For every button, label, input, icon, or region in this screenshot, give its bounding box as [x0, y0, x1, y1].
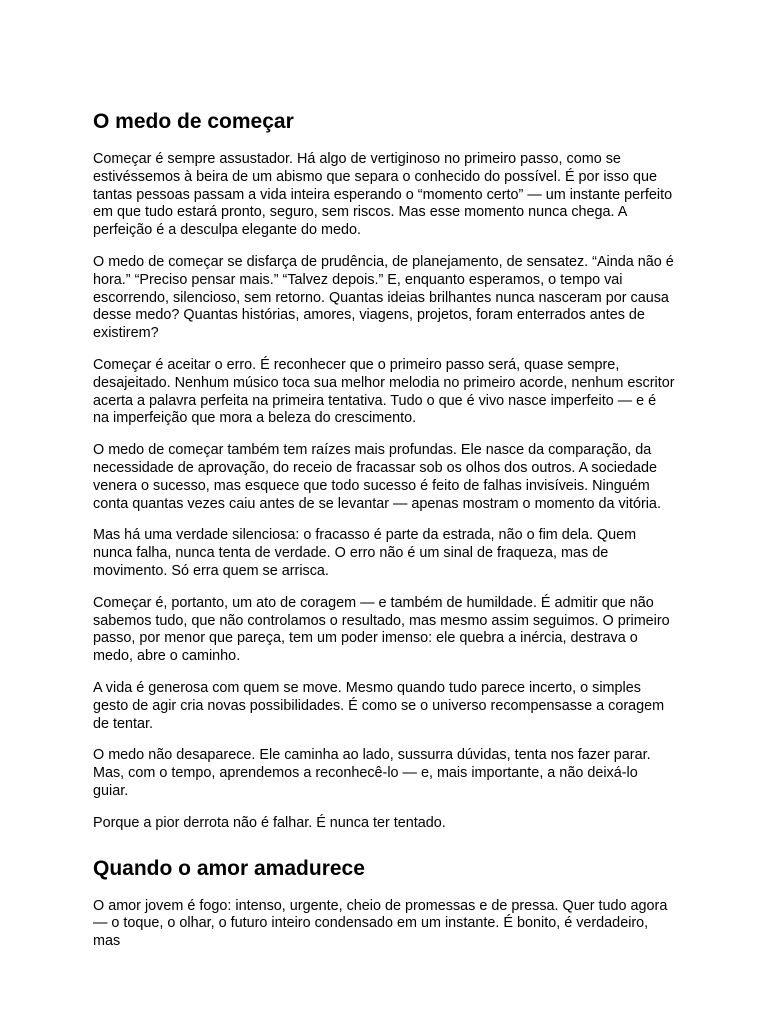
paragraph: O medo de começar se disfarça de prudência, de planejamento, de sensatez. “Ainda não é hora.” “Preciso pensar mais.” “Talvez depois.” E, enquanto esperamos, o tempo vai escorrendo, silencioso, sem retorno. Quantas ideias brilhantes nunca nasceram por causa desse medo? Quantas histórias, amores, viagens, projetos, foram enterrados antes de existirem?: [93, 253, 674, 342]
paragraph: O medo de começar também tem raízes mais profundas. Ele nasce da comparação, da necessidade de aprovação, do receio de fracassar sob os olhos dos outros. A sociedade venera o sucesso, mas esquece que todo sucesso é feito de falhas invisíveis. Ninguém conta quantas vezes caiu antes de se levantar — apenas mostram o momento da vitória.: [93, 442, 661, 512]
paragraph: Porque a pior derrota não é falhar. É nunca ter tentado.: [93, 814, 446, 831]
section-title: Quando o amor amadurece: [93, 856, 365, 880]
paragraph: O amor jovem é fogo: intenso, urgente, cheio de promessas e de pressa. Quer tudo agora — o toque, o olhar, o futuro inteiro condensado em um instante. É bonito, é verdadeiro, mas: [93, 897, 668, 950]
paragraph: Começar é aceitar o erro. É reconhecer que o primeiro passo será, quase sempre, desajeitado. Nenhum músico toca sua melhor melodia no primeiro acorde, nenhum escritor acerta a palavra perfeita na primeira tentativa. Tudo o que é vivo nasce imperfeito — e é na imperfeição que mora a beleza do crescimento.: [93, 356, 675, 427]
paragraph: Começar é, portanto, um ato de coragem — e também de humildade. É admitir que não sabemos tudo, que não controlamos o resultado, mas mesmo assim seguimos. O primeiro passo, por menor que pareça, tem um poder imenso: ele quebra a inércia, destrava o medo, abre o caminho.: [93, 594, 670, 665]
paragraph: Mas há uma verdade silenciosa: o fracasso é parte da estrada, não o fim dela. Quem nunca falha, nunca tenta de verdade. O erro não é um sinal de fraqueza, mas de movimento. Só erra quem se arrisca.: [93, 527, 637, 579]
paragraph: A vida é generosa com quem se move. Mesmo quando tudo parece incerto, o simples gesto de agir cria novas possibilidades. É como se o universo recompensasse a coragem de tentar.: [93, 679, 665, 732]
section-title: O medo de começar: [93, 110, 294, 133]
paragraph: Começar é sempre assustador. Há algo de vertiginoso no primeiro passo, como se estivéssemos à beira de um abismo que separa o conhecido do possível. É por isso que tantas pessoas passam a vida inteira esperando o “momento certo” — um instante perfeito em que tudo estará pronto, seguro, sem riscos. Mas esse momento nunca chega. A perfeição é a desculpa elegante do medo.: [93, 151, 673, 239]
paragraph: O medo não desaparece. Ele caminha ao lado, sussurra dúvidas, tenta nos fazer parar. Mas, com o tempo, aprendemos a reconhecê-lo — e, mais importante, a não deixá-lo guiar.: [93, 747, 651, 799]
